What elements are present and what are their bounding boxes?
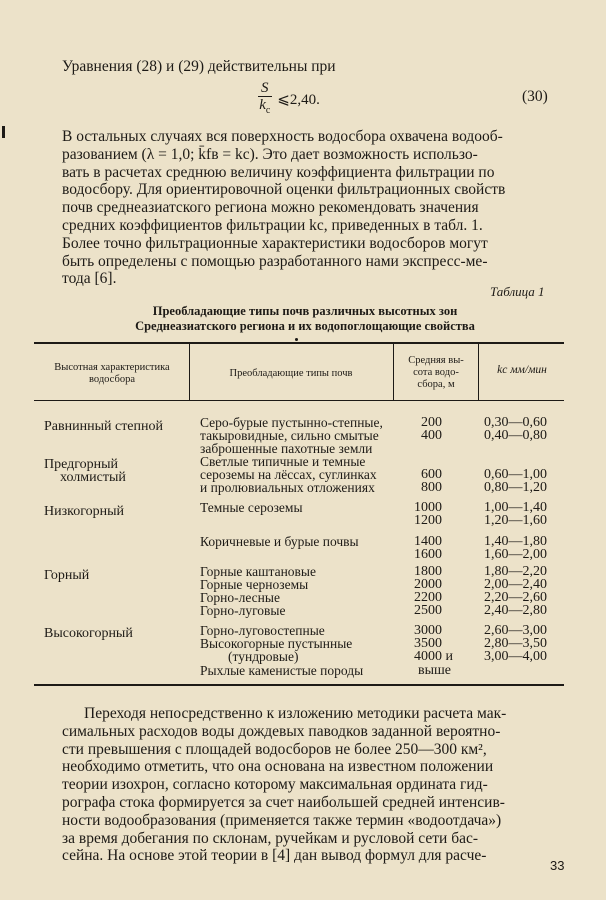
intro-line: Уравнения (28) и (29) действительны при xyxy=(62,58,336,75)
paragraph-2-line: за время добегания по склонам, ручейкам и русловой сети бас- xyxy=(62,829,479,847)
height-cell: 1600 xyxy=(414,547,442,562)
equation-denominator: $k_с$ xyxy=(259,97,271,116)
paragraph-2-line: необходимо отметить, что она основана на известном положении xyxy=(62,758,494,776)
zone-cell: Высокогорный xyxy=(44,626,133,641)
soil-cell: Горно-луговые xyxy=(200,603,286,618)
height-cell: 1000 xyxy=(414,500,442,515)
height-cell: 3500 xyxy=(414,636,442,651)
soil-cell: Темные сероземы xyxy=(200,500,303,515)
kc-cell: 1,00—1,40 xyxy=(484,500,547,515)
height-cell: 1200 xyxy=(414,513,442,528)
paragraph-1-line: разованием (λ = 1,0; k̄fв = kс). Это дает возможность использо- xyxy=(62,145,478,163)
kc-cell: 2,40—2,80 xyxy=(484,603,547,618)
paragraph-1-line: почв среднеазиатского региона можно рекомендовать значения xyxy=(62,199,479,217)
soil-cell: Рыхлые каменистые породы xyxy=(200,663,364,678)
kc-cell: 0,30—0,60 xyxy=(484,415,547,430)
kc-cell: 1,40—1,80 xyxy=(484,534,547,549)
paragraph-1 xyxy=(62,128,562,288)
soil-cell: такыровидные, сильно смытые xyxy=(200,428,379,443)
zone-cell: Низкогорный xyxy=(44,504,125,519)
paragraph-2-line: ности водообразования (применяется также термин «водоотдача») xyxy=(62,811,502,829)
height-cell: 200 xyxy=(421,415,442,430)
paragraph-2-line: сейна. На основе этой теории в [4] дан вывод формул для расче- xyxy=(62,847,487,865)
kc-cell: 3,00—4,00 xyxy=(484,649,547,664)
kc-cell: 2,00—2,40 xyxy=(484,577,547,592)
zone-cell: Равнинный степной xyxy=(44,419,163,434)
equation-numerator: S xyxy=(258,80,272,97)
paragraph-2-line: сти превышения с площадей водосборов не более 250—300 км², xyxy=(62,740,487,758)
height-cell: 1400 xyxy=(414,534,442,549)
height-cell: 2200 xyxy=(414,590,442,605)
table-top-rule xyxy=(34,342,564,344)
paragraph-2 xyxy=(62,705,562,865)
equation-30 xyxy=(258,80,320,119)
soil-cell: Светлые типичные и темные xyxy=(200,454,366,469)
soil-cell: Горно-луговостепные xyxy=(200,623,325,638)
header-soil: Преобладающие типы почв xyxy=(229,368,353,379)
equation-number: (30) xyxy=(522,88,548,105)
header-height: Средняя вы- сота водо- сбора, м xyxy=(408,355,464,390)
table-header-divider xyxy=(478,344,479,400)
table-title: Преобладающие типы почв различных высотных зон Среднеазиатского региона и их водопоглощающие свойства xyxy=(135,304,475,333)
zone-cell: Предгорный xyxy=(44,457,119,472)
paragraph-1-line: тода [6]. xyxy=(62,270,117,288)
paragraph-1-line: быть определены с помощью разработанного нами экспресс-ме- xyxy=(62,252,488,270)
kc-cell: 2,80—3,50 xyxy=(484,636,547,651)
soil-cell: Горно-лесные xyxy=(200,590,280,605)
height-cell: 600 xyxy=(421,467,442,482)
height-cell: 400 xyxy=(421,428,442,443)
zone-cell: холмистый xyxy=(60,470,126,485)
kc-cell: 0,60—1,00 xyxy=(484,467,547,482)
height-cell: 2000 xyxy=(414,577,442,592)
paragraph-2-line: Переходя непосредственно к изложению методики расчета мак- xyxy=(84,705,507,722)
paragraph-1-line: водосбору. Для ориентировочной оценки фильтрационных свойств xyxy=(62,181,506,199)
header-zone: Высотная характеристика водосбора xyxy=(54,362,170,385)
paragraph-2-line: симальных расходов воды дождевых паводков заданной вероятно- xyxy=(62,722,501,740)
equation-fraction xyxy=(258,80,272,119)
kc-cell: 2,20—2,60 xyxy=(484,590,547,605)
height-cell: 3000 xyxy=(414,623,442,638)
paragraph-1-line: В остальных случаях вся поверхность водосбора охвачена водооб- xyxy=(62,128,503,145)
soil-cell: Горные черноземы xyxy=(200,577,309,592)
height-cell: 800 xyxy=(421,480,442,495)
table-header-rule xyxy=(34,400,564,401)
height-cell: выше xyxy=(418,663,452,678)
print-speck xyxy=(295,338,298,341)
zone-cell: Горный xyxy=(44,568,90,583)
paragraph-2-line: теории изохрон, согласно которому максимальная ордината гид- xyxy=(62,776,488,794)
soil-cell: заброшенные пахотные земли xyxy=(200,441,373,456)
kc-cell: 2,60—3,00 xyxy=(484,623,547,638)
paragraph-2-line: рографа стока формируется за счет наибольшей средней интенсив- xyxy=(62,793,505,811)
paragraph-1-line: средних коэффициентов фильтрации kс, приведенных в табл. 1. xyxy=(62,216,483,234)
soil-cell: Коричневые и бурые почвы xyxy=(200,534,359,549)
table-bottom-rule xyxy=(34,684,564,686)
margin-mark xyxy=(2,126,5,138)
soil-cell: Горные каштановые xyxy=(200,564,316,579)
kc-cell: 1,20—1,60 xyxy=(484,513,547,528)
kc-cell: 1,60—2,00 xyxy=(484,547,547,562)
height-cell: 4000 и xyxy=(414,649,453,664)
height-cell: 1800 xyxy=(414,564,442,579)
paragraph-1-line: вать в расчетах среднюю величину коэффициента фильтрации по xyxy=(62,163,495,181)
soil-cell: Высокогорные пустынные xyxy=(200,636,353,651)
soil-cell: Серо-бурые пустынно-степные, xyxy=(200,415,383,430)
page-number: 33 xyxy=(550,858,565,873)
kc-cell: 0,80—1,20 xyxy=(484,480,547,495)
soil-cell: и пролювиальных отложениях xyxy=(200,480,375,495)
equation-relation: ⩽2,40. xyxy=(277,92,320,108)
table-label: Таблица 1 xyxy=(490,284,545,299)
height-cell: 2500 xyxy=(414,603,442,618)
soil-cell: (тундровые) xyxy=(228,649,299,664)
header-kc: kс мм/мин xyxy=(497,364,547,376)
kc-cell: 1,80—2,20 xyxy=(484,564,547,579)
kc-cell: 0,40—0,80 xyxy=(484,428,547,443)
paragraph-1-line: Более точно фильтрационные характеристики водосборов могут xyxy=(62,234,488,252)
soil-cell: сероземы на лёссах, суглинках xyxy=(200,467,377,482)
